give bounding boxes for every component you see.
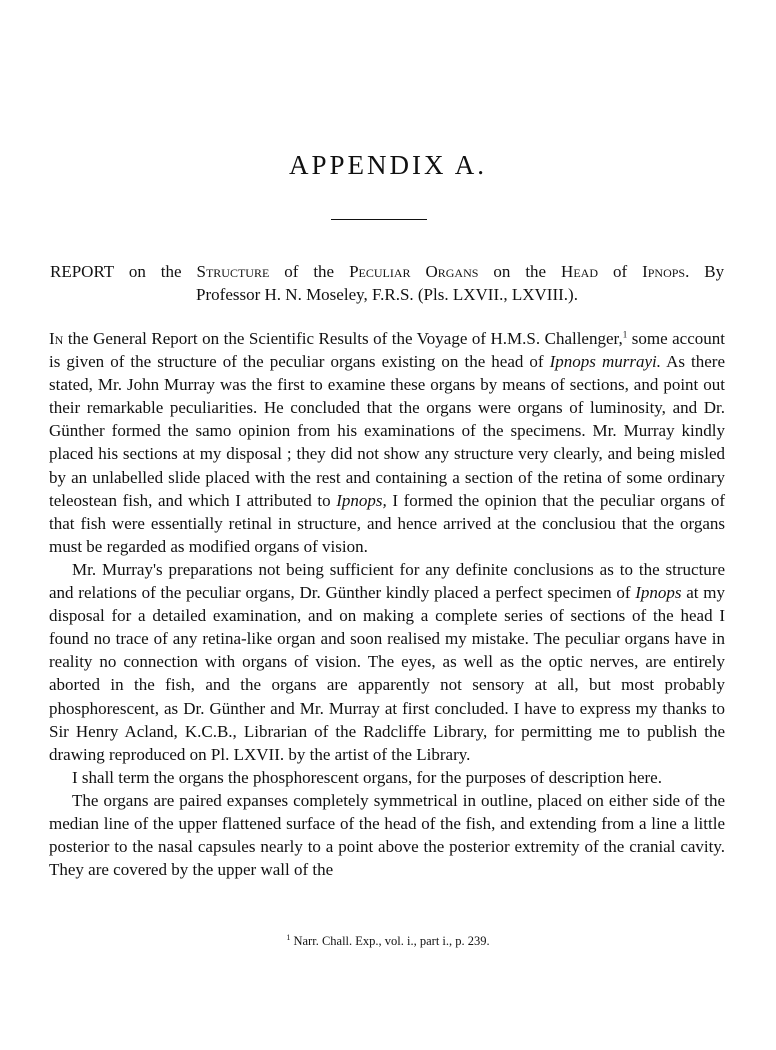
p2-genus-name: Ipnops	[635, 583, 682, 603]
report-on-the: on the	[493, 262, 547, 281]
body-text	[49, 327, 725, 881]
report-peculiar: Peculiar	[349, 262, 411, 281]
footnote-ref: 1	[622, 329, 628, 340]
title-rule	[331, 219, 427, 220]
report-by: By	[704, 262, 725, 281]
report-on: on the	[128, 262, 182, 281]
report-heading-line2: Professor H. N. Moseley, F.R.S. (Pls. LXVII., LXVIII.).	[196, 285, 578, 304]
p1-species-name: Ipnops murrayi.	[549, 352, 661, 372]
p1-text-c: As there stated, Mr. John Murray was the first to examine these organs by means of sections, and point out their remarkable peculiarities. He concluded that the organs were organs of luminosity, and Dr. Günther formed the samo opinion from his examinations of the specimens. Mr. Murray kindly placed his sections at my disposal ; they did not show any structure very clearly, and being misled by an unlabelled slide placed with the rest and containing a section of the retina of some ordinary teleostean fish, and which I attributed to	[49, 352, 725, 510]
report-head: Head	[561, 262, 598, 281]
p1-text-d: I formed the opinion that the peculiar organs of that fish were essentially retinal in structure, and hence arrived at the conclusiou that the organs must be regarded as modified organs of vision.	[49, 490, 725, 556]
footnote	[0, 934, 776, 949]
p2-text-a: Mr. Murray's preparations not being sufficient for any definite conclusions as to the structure and relations of the peculiar organs, Dr. Günther kindly placed a perfect specimen of	[49, 559, 725, 603]
appendix-title: APPENDIX A.	[288, 150, 488, 180]
footnote-text: Narr. Chall. Exp., vol. i., part i., p. 239.	[290, 934, 490, 948]
paragraph-4: The organs are paired expanses completely symmetrical in outline, placed on either side of the median line of the upper flattened surface of the head of the fish, and extending from a line a little posterior to the nasal capsules nearly to a point above the posterior extremity of the cranial cavity. They are covered by the upper wall of the	[49, 790, 725, 880]
report-word: REPORT	[50, 262, 114, 281]
p2-text-b: at my disposal for a detailed examination, and on making a complete series of sections of the head I found no trace of any retina-like organ and soon realised my mistake. The peculiar organs have in reality no connection with organs of vision. The eyes, as well as the optic nerves, are entirely aborted in the fish, and the organs are apparently not sensory at all, but most probably phosphorescent, as Dr. Günther and Mr. Murray at first concluded. I have to express my thanks to Sir Henry Acland, K.C.B., Librarian of the Radcliffe Library, for permitting me to publish the drawing reproduced on Pl. LXVII. by the artist of the Library.	[49, 583, 725, 764]
paragraph-1	[49, 327, 725, 558]
p1-text-b: some account is given of the structure of the peculiar organs existing on the head of	[49, 329, 725, 372]
report-ipnops: Ipnops.	[642, 262, 690, 281]
report-organs: Organs	[425, 262, 479, 281]
footnote-marker: 1	[286, 932, 291, 942]
report-of: of the	[284, 262, 335, 281]
p1-genus-name: Ipnops,	[336, 490, 387, 510]
report-structure: Structure	[196, 262, 270, 281]
paragraph-2	[49, 558, 725, 766]
report-of2: of	[612, 262, 628, 281]
report-heading-line1	[50, 260, 724, 283]
p1-text-a: In the General Report on the Scientific Results of the Voyage of H.M.S. Challenger,	[49, 329, 623, 348]
report-heading	[50, 260, 724, 306]
paragraph-3: I shall term the organs the phosphorescent organs, for the purposes of description here.	[72, 767, 662, 787]
